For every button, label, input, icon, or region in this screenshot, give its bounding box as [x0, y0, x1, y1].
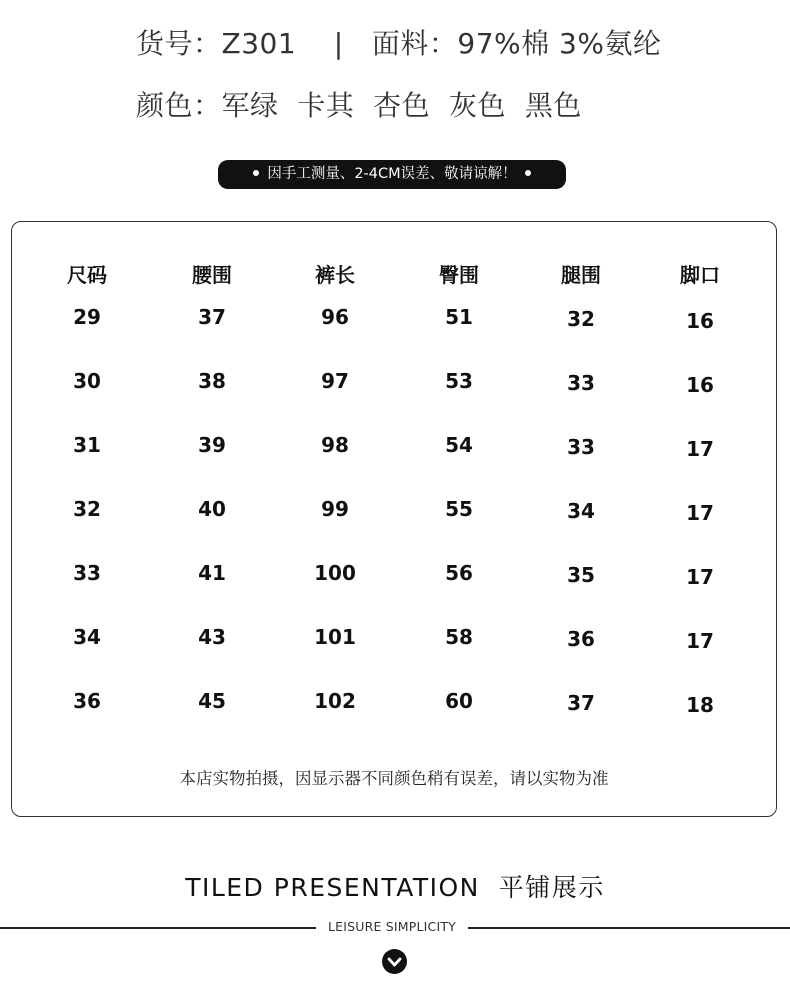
color-option: 灰色 — [449, 89, 507, 122]
fabric-label: 面料： — [371, 27, 458, 60]
divider-line — [468, 927, 790, 929]
size-chart — [11, 221, 777, 817]
size-chart-footnote: 本店实物拍摄，因显示器不同颜色稍有误差，请以实物为准 — [179, 769, 609, 788]
table-cell: 17 — [686, 437, 714, 461]
separator: | — [333, 27, 344, 60]
table-cell: 55 — [445, 497, 473, 521]
table-cell: 38 — [198, 369, 226, 393]
table-cell: 17 — [686, 629, 714, 653]
table-cell: 37 — [198, 305, 226, 329]
table-cell: 36 — [73, 689, 101, 713]
table-cell: 29 — [73, 305, 101, 329]
column-header: 腰围 — [192, 263, 232, 287]
sku-fabric-line — [136, 22, 661, 62]
bullet-dot-icon — [253, 170, 259, 176]
table-cell: 98 — [321, 433, 349, 457]
table-cell: 41 — [198, 561, 226, 585]
section-subtitle: LEISURE SIMPLICITY — [327, 919, 457, 934]
table-cell: 99 — [321, 497, 349, 521]
notice-text: 因手工测量、2-4CM误差、敬请谅解！ — [267, 166, 517, 182]
table-cell: 58 — [445, 625, 473, 649]
chevron-down-icon — [382, 949, 407, 974]
table-cell: 45 — [198, 689, 226, 713]
table-cell: 60 — [445, 689, 473, 713]
table-cell: 35 — [567, 563, 595, 587]
table-cell: 34 — [73, 625, 101, 649]
table-cell: 100 — [314, 561, 356, 585]
table-cell: 33 — [567, 371, 595, 395]
table-cell: 102 — [314, 689, 356, 713]
table-cell: 33 — [73, 561, 101, 585]
section-title — [0, 868, 790, 904]
column-header: 脚口 — [680, 263, 720, 287]
chevron-down-circle-icon — [382, 949, 407, 974]
table-cell: 101 — [314, 625, 356, 649]
table-cell: 40 — [198, 497, 226, 521]
table-cell: 51 — [445, 305, 473, 329]
colors-line — [136, 84, 582, 124]
table-cell: 16 — [686, 373, 714, 397]
table-cell: 97 — [321, 369, 349, 393]
table-cell: 17 — [686, 501, 714, 525]
table-cell: 43 — [198, 625, 226, 649]
color-option: 卡其 — [297, 89, 355, 122]
table-cell: 36 — [567, 627, 595, 651]
colors-label: 颜色： — [136, 89, 222, 122]
section-title-cn: 平铺展示 — [498, 873, 605, 902]
color-option: 军绿 — [221, 89, 279, 122]
table-cell: 32 — [567, 307, 595, 331]
table-cell: 37 — [567, 691, 595, 715]
table-cell: 33 — [567, 435, 595, 459]
bullet-dot-icon — [525, 170, 531, 176]
table-cell: 31 — [73, 433, 101, 457]
table-cell: 54 — [445, 433, 473, 457]
measurement-notice-badge — [218, 160, 566, 189]
column-header: 腿围 — [561, 263, 601, 287]
table-cell: 56 — [445, 561, 473, 585]
fabric-value: 97%棉 3%氨纶 — [457, 27, 662, 60]
table-cell: 32 — [73, 497, 101, 521]
sku-value: Z301 — [221, 27, 297, 60]
column-header: 臀围 — [439, 263, 479, 287]
column-header: 裤长 — [315, 263, 355, 287]
color-option: 黑色 — [524, 89, 582, 122]
column-header: 尺码 — [67, 263, 107, 287]
table-cell: 34 — [567, 499, 595, 523]
table-cell: 96 — [321, 305, 349, 329]
divider-line — [0, 927, 316, 929]
sku-label: 货号： — [136, 27, 222, 60]
table-cell: 53 — [445, 369, 473, 393]
table-cell: 17 — [686, 565, 714, 589]
section-title-en: TILED PRESENTATION — [185, 873, 480, 902]
table-cell: 39 — [198, 433, 226, 457]
table-cell: 18 — [686, 693, 714, 717]
color-option: 杏色 — [373, 89, 431, 122]
table-cell: 30 — [73, 369, 101, 393]
table-cell: 16 — [686, 309, 714, 333]
